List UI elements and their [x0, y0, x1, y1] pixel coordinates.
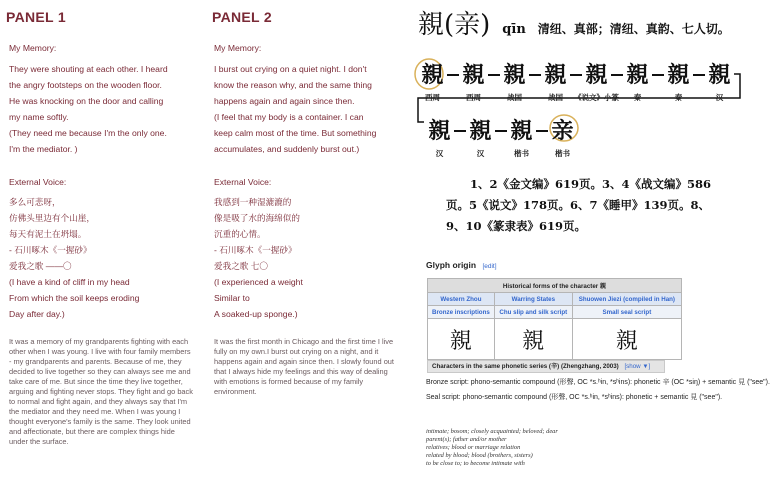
glyph-stage	[706, 58, 733, 103]
glyph-caption: 楷书	[514, 149, 529, 158]
glyph: 親	[626, 62, 649, 88]
bronze-script-note: Bronze script: phono-semantic compound (形聲, OC *s.ʰin, *sʰins): phonetic 辛 (OC *siŋ) + semantic 見 ("see").	[426, 379, 770, 386]
glyph: 親	[428, 118, 451, 144]
glyph: 親	[510, 118, 533, 144]
glyph: 親	[421, 62, 444, 88]
evolution-dash	[454, 130, 466, 132]
historical-forms-table	[427, 278, 682, 360]
glyph-stage	[426, 114, 453, 159]
glyph: 親	[708, 62, 731, 88]
seal-script-note: Seal script: phono-semantic compound (形聲, OC *s.ʰin, *sʰins): phonetic + semantic 見 ("see").	[426, 394, 723, 401]
glyph-stage	[665, 58, 692, 103]
sub-header[interactable]: Small seal script	[572, 306, 681, 319]
glyph: 亲	[551, 118, 574, 144]
glyph-stage	[508, 114, 535, 159]
sub-header[interactable]: Bronze inscriptions	[428, 306, 495, 319]
memory-text: I burst out crying on a quiet night. I don't know the reason why, and the same thing happens again and again since then. (I feel that my body is a container. I can keep calm most of the time. But something accumulates, and suddenly burst out.)	[214, 64, 377, 154]
evolution-dash	[570, 74, 582, 76]
glyph-cell: 親	[494, 319, 572, 360]
panel-1-title: PANEL 1	[6, 9, 66, 25]
phonetic-series-bar[interactable]: Characters in the same phonetic series (辛) (Zhengzhang, 2003) [show ▼]	[427, 360, 665, 373]
references	[434, 174, 711, 237]
glyph-caption: 战国	[548, 93, 563, 102]
story-text: It was a memory of my grandparents fighting with each other when I was young. I live with four family members - my grandparents and parents. Because of me, they decided to live together so they can always see me and take care of me. But since the time they live together, arguing and fighting never stops. They fight and go back to normal and fight again, and they always say that I'm the mediator and they need me. When I was young I thought everyone's family is the same. They look united and affectionate, but there are complex things hide under the surface.	[9, 337, 193, 446]
glyph-caption: 楷书	[555, 149, 570, 158]
evolution-dash	[536, 130, 548, 132]
glyph-caption: 《说文》小篆	[574, 93, 619, 102]
readings: 清纽、真部；清纽、真韵、七人切。	[537, 22, 730, 36]
glyph-caption: 汉	[435, 149, 444, 158]
glyph-caption: 西周	[425, 93, 440, 102]
glyph-caption: 西周	[466, 93, 481, 102]
evolution-dash	[495, 130, 507, 132]
external-voice-label: External Voice:	[214, 177, 272, 187]
evolution-dash	[693, 74, 705, 76]
glyph: 親	[462, 62, 485, 88]
glyph-stage	[542, 58, 569, 103]
evolution-dash	[611, 74, 623, 76]
external-voice-label: External Voice:	[9, 177, 67, 187]
glyph: 親	[469, 118, 492, 144]
glyph: 親	[503, 62, 526, 88]
glyph-caption: 秦	[674, 93, 683, 102]
definition: related by blood; blood (brothers, sisters)	[426, 452, 533, 459]
glyph-stage	[467, 114, 494, 159]
evolution-dash	[447, 74, 459, 76]
definition: intimate; bosom; closely acquainted; beloved; dear	[426, 428, 558, 435]
panel-2-title: PANEL 2	[212, 9, 272, 25]
glyph-stage	[501, 58, 528, 103]
reference-line: 页。5《说文》178页。6、7《睡甲》139页。8、	[446, 198, 711, 212]
headword: 親(亲)	[418, 10, 491, 40]
edit-link[interactable]: [edit]	[482, 263, 497, 270]
glyph-stage	[624, 58, 651, 103]
memory-text: They were shouting at each other. I heard the angry footsteps on the wooden floor. He was knocking on the door and calling my name softly. (They need me because I'm the only one. I'm the mediator. )	[9, 64, 168, 154]
glyph-evolution-row-2	[426, 114, 576, 159]
glyph-stage	[419, 58, 446, 103]
glyph-cell: 親	[572, 319, 681, 360]
evolution-dash	[652, 74, 664, 76]
definition: relatives; blood or marriage relation	[426, 444, 521, 451]
memory-label: My Memory:	[214, 43, 262, 53]
show-toggle[interactable]: [show ▼]	[624, 363, 651, 370]
glyph: 親	[585, 62, 608, 88]
glyph-stage	[574, 58, 619, 103]
glyph-caption: 战国	[507, 93, 522, 102]
col-header[interactable]: Shuowen Jiezi (compiled in Han)	[572, 293, 681, 306]
glyph-stage	[549, 114, 576, 159]
evolution-dash	[529, 74, 541, 76]
col-header[interactable]: Western Zhou	[428, 293, 495, 306]
reference-line: 1、2《金文编》619页。3、4《战文编》586	[470, 177, 712, 191]
memory-label: My Memory:	[9, 43, 57, 53]
definition: to be close to; to become intimate with	[426, 460, 525, 467]
character-reference	[414, 0, 782, 485]
story-text: It was the first month in Chicago and the first time I live fully on my own.I burst out crying on a night, and it happens again and again since then. I slowly found out that I always hide my feelings and this way of dealing with emotions is formed because of my family environment.	[214, 337, 394, 396]
glyph: 親	[544, 62, 567, 88]
glyph-origin-heading: Glyph origin [edit]	[426, 260, 497, 270]
glyph-caption: 汉	[715, 93, 724, 102]
dictionary-header	[418, 4, 730, 41]
definitions-list	[426, 428, 558, 468]
reference-line: 9、10《篆隶表》619页。	[446, 219, 587, 233]
glyph: 親	[667, 62, 690, 88]
pinyin: qīn	[502, 22, 526, 37]
glyph-caption: 秦	[633, 93, 642, 102]
glyph-cell: 親	[428, 319, 495, 360]
table-title: Historical forms of the character 親	[428, 279, 682, 293]
glyph-caption: 汉	[476, 149, 485, 158]
glyph-stage	[460, 58, 487, 103]
evolution-dash	[488, 74, 500, 76]
external-voice-text: 我感到一种湿漉漉的 像是吸了水的海绵似的 沉重的心情。 - 石川啄木《一握砂》 爱我之歌 七〇 (I experienced a weight Similar to A soaked-up sponge.)	[214, 197, 303, 319]
glyph-evolution-row-1	[419, 58, 733, 103]
sub-header[interactable]: Chu slip and silk script	[494, 306, 572, 319]
external-voice-text: 多么可悲呀， 仿佛头里边有个山崖， 每天有泥土在坍塌。 - 石川啄木《一握砂》 爱我之歌 ——〇 (I have a kind of cliff in my head From which the soil keeps eroding Day after day.)	[9, 197, 140, 319]
col-header[interactable]: Warring States	[494, 293, 572, 306]
definition: parent(s); father and/or mother	[426, 436, 507, 443]
